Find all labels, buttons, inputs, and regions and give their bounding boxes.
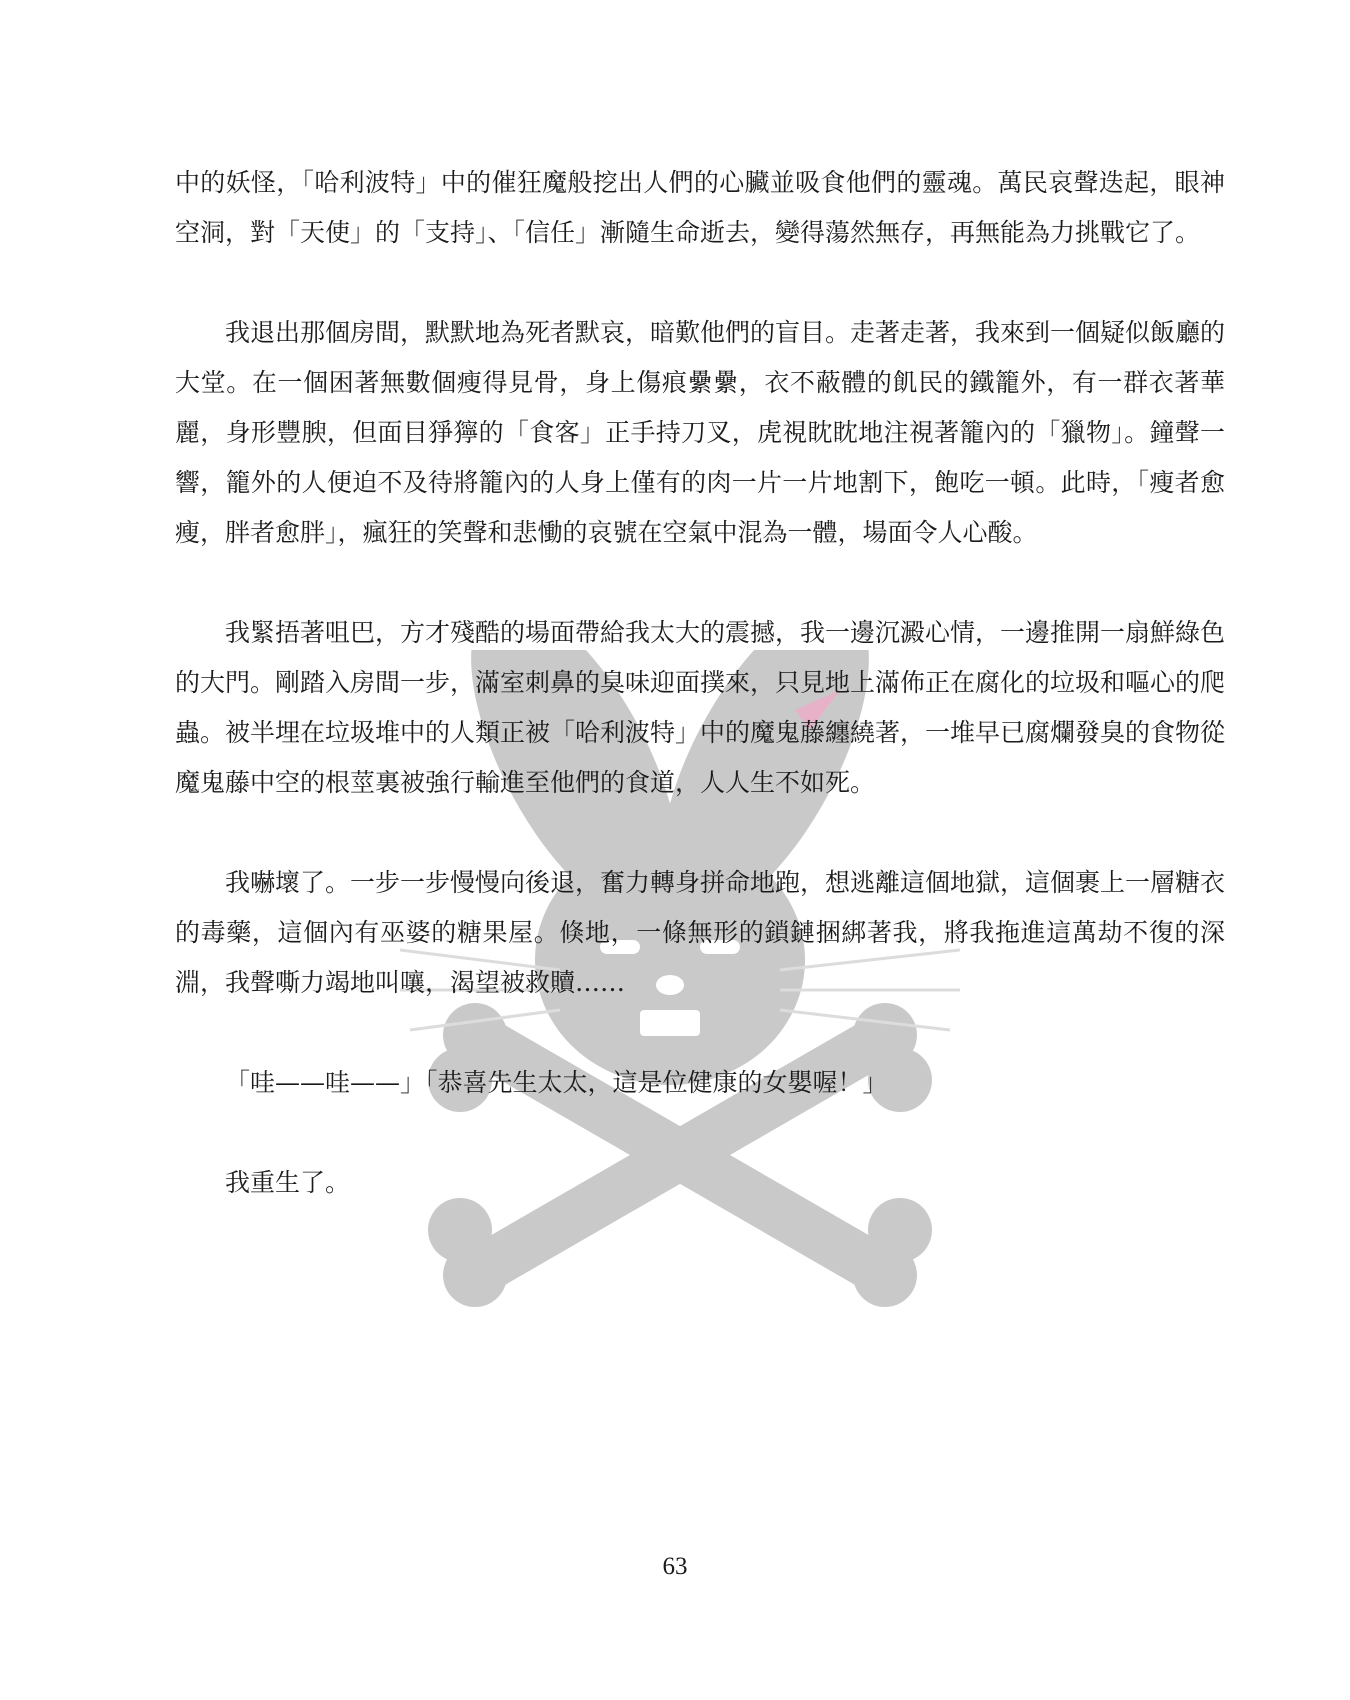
page-number: 63 — [662, 1553, 688, 1580]
paragraph-5: 「哇——哇——」「恭喜先生太太，這是位健康的女嬰喔！」 — [225, 1068, 888, 1097]
paragraph-4: 我嚇壞了。一步一步慢慢向後退，奮力轉身拼命地跑，想逃離這個地獄，這個裹上一層糖衣的毒藥，這個內有巫婆的糖果屋。倏地，一條無形的鎖鏈捆綁著我，將我拖進這萬劫不復的深淵，我聲嘶力竭地叫嚷，渴望被救贖…… — [175, 868, 1226, 997]
body-text — [175, 158, 1225, 1258]
paragraph-2: 我退出那個房間，默默地為死者默哀，暗歎他們的盲目。走著走著，我來到一個疑似飯廳的大堂。在一個困著無數個瘦得見骨，身上傷痕纍纍，衣不蔽體的飢民的鐵籠外，有一群衣著華麗，身形豐腴，但面目猙獰的「食客」正手持刀叉，虎視眈眈地注視著籠內的「獵物」。鐘聲一響，籠外的人便迫不及待將籠內的人身上僅有的肉一片一片地割下，飽吃一頓。此時，「瘦者愈瘦，胖者愈胖」，瘋狂的笑聲和悲慟的哀號在空氣中混為一體，場面令人心酸。 — [175, 318, 1226, 547]
paragraph-3: 我緊捂著咀巴，方才殘酷的場面帶給我太大的震撼，我一邊沉澱心情，一邊推開一扇鮮綠色的大門。剛踏入房間一步，滿室刺鼻的臭味迎面撲來，只見地上滿佈正在腐化的垃圾和嘔心的爬蟲。被半埋在垃圾堆中的人類正被「哈利波特」中的魔鬼藤纏繞著，一堆早已腐爛發臭的食物從魔鬼藤中空的根莖裏被強行輸進至他們的食道，人人生不如死。 — [175, 618, 1226, 797]
paragraph-1: 中的妖怪，「哈利波特」中的催狂魔般挖出人們的心臟並吸食他們的靈魂。萬民哀聲迭起，眼神空洞，對「天使」的「支持」、「信任」漸隨生命逝去，變得蕩然無存，再無能為力挑戰它了。 — [175, 168, 1225, 247]
paragraph-6: 我重生了。 — [225, 1168, 351, 1197]
